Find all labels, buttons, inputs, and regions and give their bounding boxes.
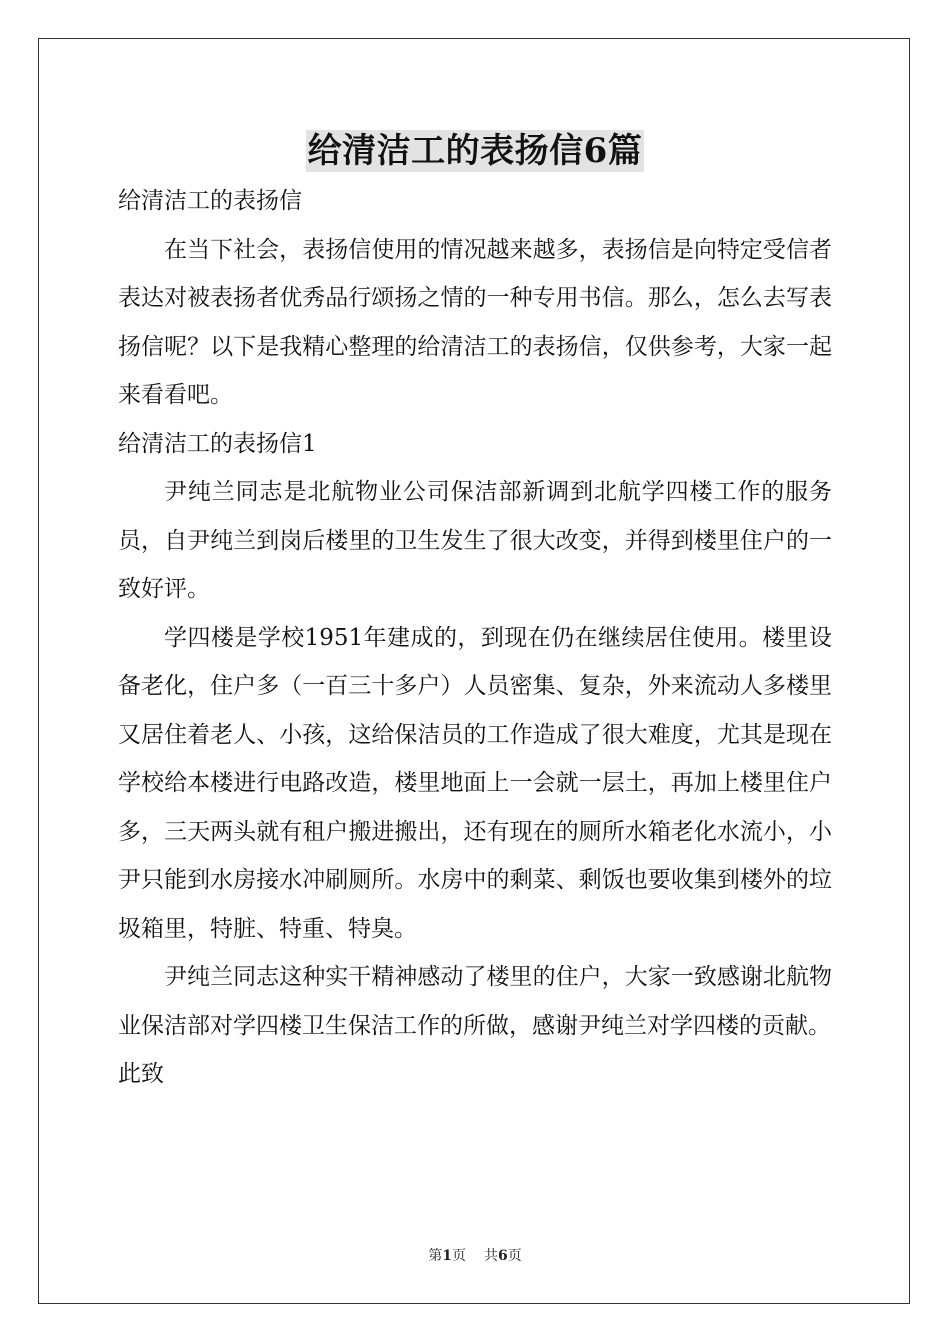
total-label-suffix: 页 xyxy=(507,1248,522,1264)
total-label-prefix: 共 xyxy=(484,1248,498,1264)
page-label-prefix: 第 xyxy=(428,1248,443,1264)
document-title: 给清洁工的表扬信6篇 xyxy=(307,131,643,171)
total-pages: 6 xyxy=(498,1248,508,1264)
body-paragraph: 尹纯兰同志这种实干精神感动了楼里的住户，大家一致感谢北航物业保洁部对学四楼卫生保洁工作的所做，感谢尹纯兰对学四楼的贡献。 xyxy=(118,964,832,1039)
body-paragraph: 尹纯兰同志是北航物业公司保洁部新调到北航学四楼工作的服务员，自尹纯兰到岗后楼里的卫生发生了很大改变，并得到楼里住户的一致好评。 xyxy=(118,479,832,602)
document-body xyxy=(118,177,832,1099)
body-paragraph: 学四楼是学校1951年建成的，到现在仍在继续居住使用。楼里设备老化，住户多（一百三十多户）人员密集、复杂，外来流动人多楼里又居住着老人、小孩，这给保洁员的工作造成了很大难度，尤其是现在学校给本楼进行电路改造，楼里地面上一会就一层土，再加上楼里住户多，三天两头就有租户搬进搬出，还有现在的厕所水箱老化水流小，小尹只能到水房接水冲刷厕所。水房中的剩菜、剩饭也要收集到楼外的垃圾箱里，特脏、特重、特臭。 xyxy=(118,624,832,942)
page-label-suffix: 页 xyxy=(452,1248,466,1264)
document-subtitle: 给清洁工的表扬信 xyxy=(118,188,302,214)
page-footer xyxy=(0,1247,950,1265)
section-heading: 给清洁工的表扬信1 xyxy=(118,430,317,457)
intro-paragraph: 在当下社会，表扬信使用的情况越来越多，表扬信是向特定受信者表达对被表扬者优秀品行颂扬之情的一种专用书信。那么，怎么去写表扬信呢？以下是我精心整理的给清洁工的表扬信，仅供参考，大家一起来看看吧。 xyxy=(118,236,832,408)
page-number: 1 xyxy=(442,1248,452,1264)
closing-salutation: 此致 xyxy=(118,1061,164,1087)
title-wrap xyxy=(0,130,950,172)
